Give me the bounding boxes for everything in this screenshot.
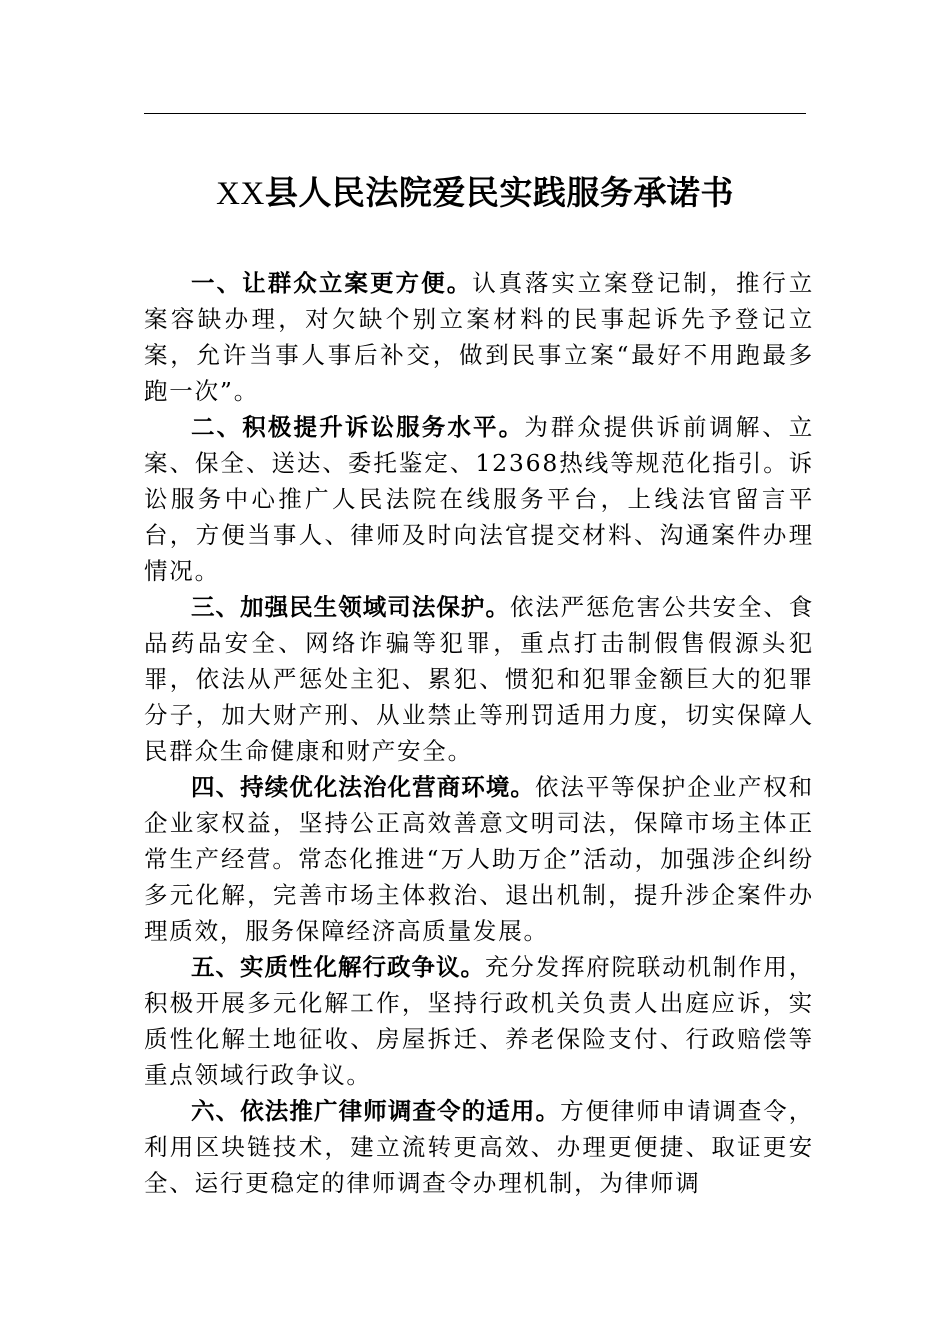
paragraph-2-text: 为群众提供诉前调解、立案、保全、送达、委托鉴定、12368热线等规范化指引。诉讼服务中心推广人民法院在线服务平台，上线法官留言平台，方便当事人、律师及时向法官提交材料、沟通案件办理情况。 bbox=[144, 413, 814, 585]
paragraph-3 bbox=[144, 589, 814, 769]
paragraph-5-text: 充分发挥府院联动机制作用，积极开展多元化解工作，坚持行政机关负责人出庭应诉，实质性化解土地征收、房屋拆迁、养老保险支付、行政赔偿等重点领域行政争议。 bbox=[144, 953, 814, 1089]
paragraph-1-text: 认真落实立案登记制，推行立案容缺办理，对欠缺个别立案材料的民事起诉先予登记立案，允许当事人事后补交，做到民事立案“最好不用跑最多跑一次”。 bbox=[144, 269, 814, 405]
paragraph-5 bbox=[144, 949, 814, 1093]
paragraph-6-text: 方便律师申请调查令，利用区块链技术，建立流转更高效、办理更便捷、取证更安全、运行更稳定的律师调查令办理机制，为律师调 bbox=[144, 1097, 814, 1197]
paragraph-1-heading: 一、让群众立案更方便。 bbox=[191, 269, 473, 297]
title-main: 县人民法院爱民实践服务承诺书 bbox=[264, 173, 734, 212]
paragraph-6 bbox=[144, 1093, 814, 1201]
paragraph-4-text: 依法平等保护企业产权和企业家权益，坚持公正高效善意文明司法，保障市场主体正常生产经营。常态化推进“万人助万企”活动，加强涉企纠纷多元化解，完善市场主体救治、退出机制，提升涉企案件办理质效，服务保障经济高质量发展。 bbox=[144, 773, 814, 945]
paragraph-1 bbox=[144, 265, 814, 409]
paragraph-3-text: 依法严惩危害公共安全、食品药品安全、网络诈骗等犯罪，重点打击制假售假源头犯罪，依法从严惩处主犯、累犯、惯犯和犯罪金额巨大的犯罪分子，加大财产刑、从业禁止等刑罚适用力度，切实保障人民群众生命健康和财产安全。 bbox=[144, 593, 814, 765]
document-title bbox=[144, 168, 806, 219]
paragraph-4-heading: 四、持续优化法治化营商环境。 bbox=[191, 773, 535, 801]
paragraph-2 bbox=[144, 409, 814, 589]
document-body bbox=[144, 265, 814, 1201]
paragraph-2-heading: 二、积极提升诉讼服务水平。 bbox=[191, 413, 525, 441]
title-prefix: XX bbox=[216, 176, 265, 212]
header-rule bbox=[144, 113, 806, 114]
paragraph-4 bbox=[144, 769, 814, 949]
paragraph-5-heading: 五、实质性化解行政争议。 bbox=[191, 953, 486, 981]
paragraph-3-heading: 三、加强民生领域司法保护。 bbox=[191, 593, 510, 621]
paragraph-6-heading: 六、依法推广律师调查令的适用。 bbox=[191, 1097, 561, 1125]
